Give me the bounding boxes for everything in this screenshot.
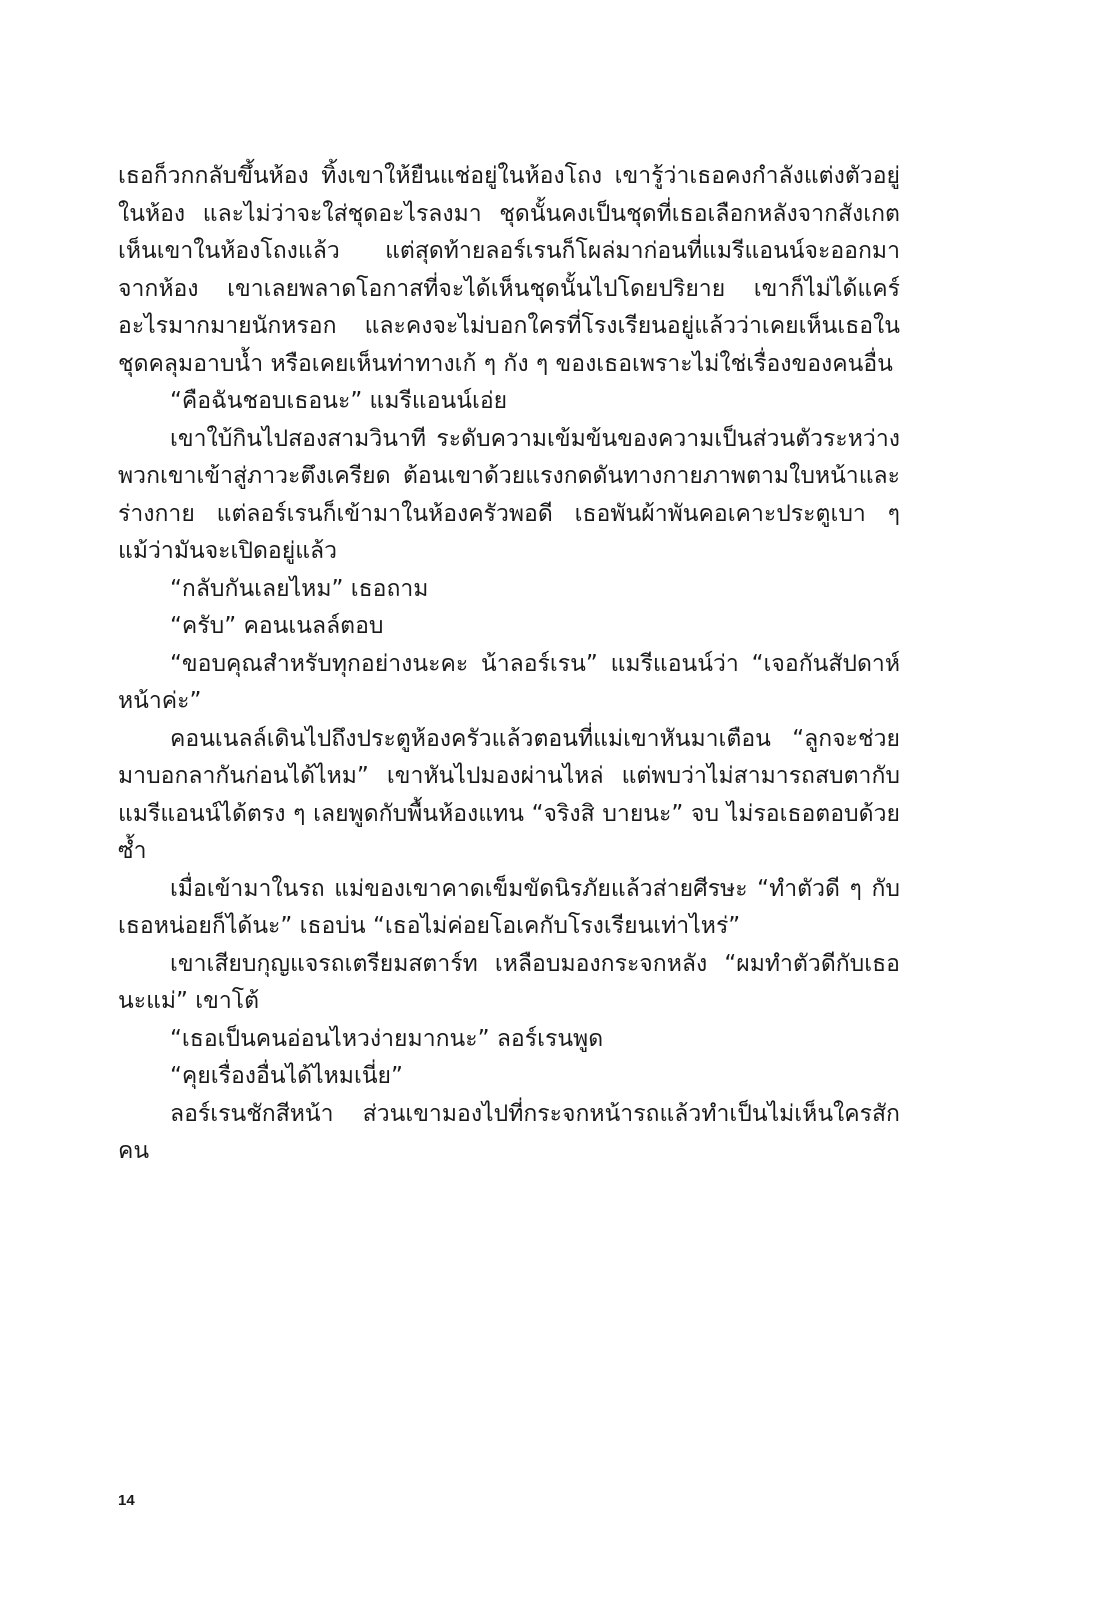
paragraph: เขาใบ้กินไปสองสามวินาที ระดับความเข้มข้นของความเป็นส่วนตัวระหว่างพวกเขาเข้าสู่ภาวะตึงเครียด ต้อนเขาด้วยแรงกดดันทางกายภาพตามใบหน้าและร่างกาย แต่ลอร์เรนก็เข้ามาในห้องครัวพอดี เธอพันผ้าพันคอเคาะประตูเบา ๆ แม้ว่ามันจะเปิดอยู่แล้ว [118, 425, 900, 564]
paragraph: ลอร์เรนชักสีหน้า ส่วนเขามองไปที่กระจกหน้ารถแล้วทำเป็นไม่เห็นใครสักคน [118, 1100, 900, 1164]
paragraph: “ครับ” คอนเนลล์ตอบ [170, 613, 384, 639]
page-body [118, 158, 900, 1318]
paragraph: คอนเนลล์เดินไปถึงประตูห้องครัวแล้วตอนที่แม่เขาหันมาเตือน “ลูกจะช่วยมาบอกลากันก่อนได้ไหม” เขาหันไปมองผ่านไหล่ แต่พบว่าไม่สามารถสบตากับแมรีแอนน์ได้ตรง ๆ เลยพูดกับพื้นห้องแทน “จริงสิ บายนะ” จบ ไม่รอเธอตอบด้วยซ้ำ [118, 725, 900, 864]
paragraph: “เธอเป็นคนอ่อนไหวง่ายมากนะ” ลอร์เรนพูด [170, 1025, 604, 1052]
paragraph: “กลับกันเลยไหม” เธอถาม [170, 575, 429, 602]
paragraph: “ขอบคุณสำหรับทุกอย่างนะคะ น้าลอร์เรน” แมรีแอนน์ว่า “เจอกันสัปดาห์หน้าค่ะ” [118, 650, 900, 714]
paragraph: เขาเสียบกุญแจรถเตรียมสตาร์ท เหลือบมองกระจกหลัง “ผมทำตัวดีกับเธอนะแม่” เขาโต้ [118, 950, 900, 1014]
paragraph: “คือฉันชอบเธอนะ” แมรีแอนน์เอ่ย [170, 388, 508, 414]
paragraph: เมื่อเข้ามาในรถ แม่ของเขาคาดเข็มขัดนิรภัยแล้วส่ายศีรษะ “ทำตัวดี ๆ กับเธอหน่อยก็ได้นะ” เธอบ่น “เธอไม่ค่อยโอเคกับโรงเรียนเท่าไหร่” [118, 875, 900, 939]
page-number: 14 [118, 1492, 135, 1509]
paragraph: เธอก็วกกลับขึ้นห้อง ทิ้งเขาให้ยืนแช่อยู่ในห้องโถง เขารู้ว่าเธอคงกำลังแต่งตัวอยู่ในห้อง และไม่ว่าจะใส่ชุดอะไรลงมา ชุดนั้นคงเป็นชุดที่เธอเลือกหลังจากสังเกตเห็นเขาในห้องโถงแล้ว แต่สุดท้ายลอร์เรนก็โผล่มาก่อนที่แมรีแอนน์จะออกมาจากห้อง เขาเลยพลาดโอกาสที่จะได้เห็นชุดนั้นไปโดยปริยาย เขาก็ไม่ได้แคร์อะไรมากมายนักหรอก และคงจะไม่บอกใครที่โรงเรียนอยู่แล้วว่าเคยเห็นเธอในชุดคลุมอาบน้ำ หรือเคยเห็นท่าทางเก้ ๆ กัง ๆ ของเธอเพราะไม่ใช่เรื่องของคนอื่น [118, 163, 900, 377]
paragraph: “คุยเรื่องอื่นได้ไหมเนี่ย” [170, 1063, 403, 1089]
